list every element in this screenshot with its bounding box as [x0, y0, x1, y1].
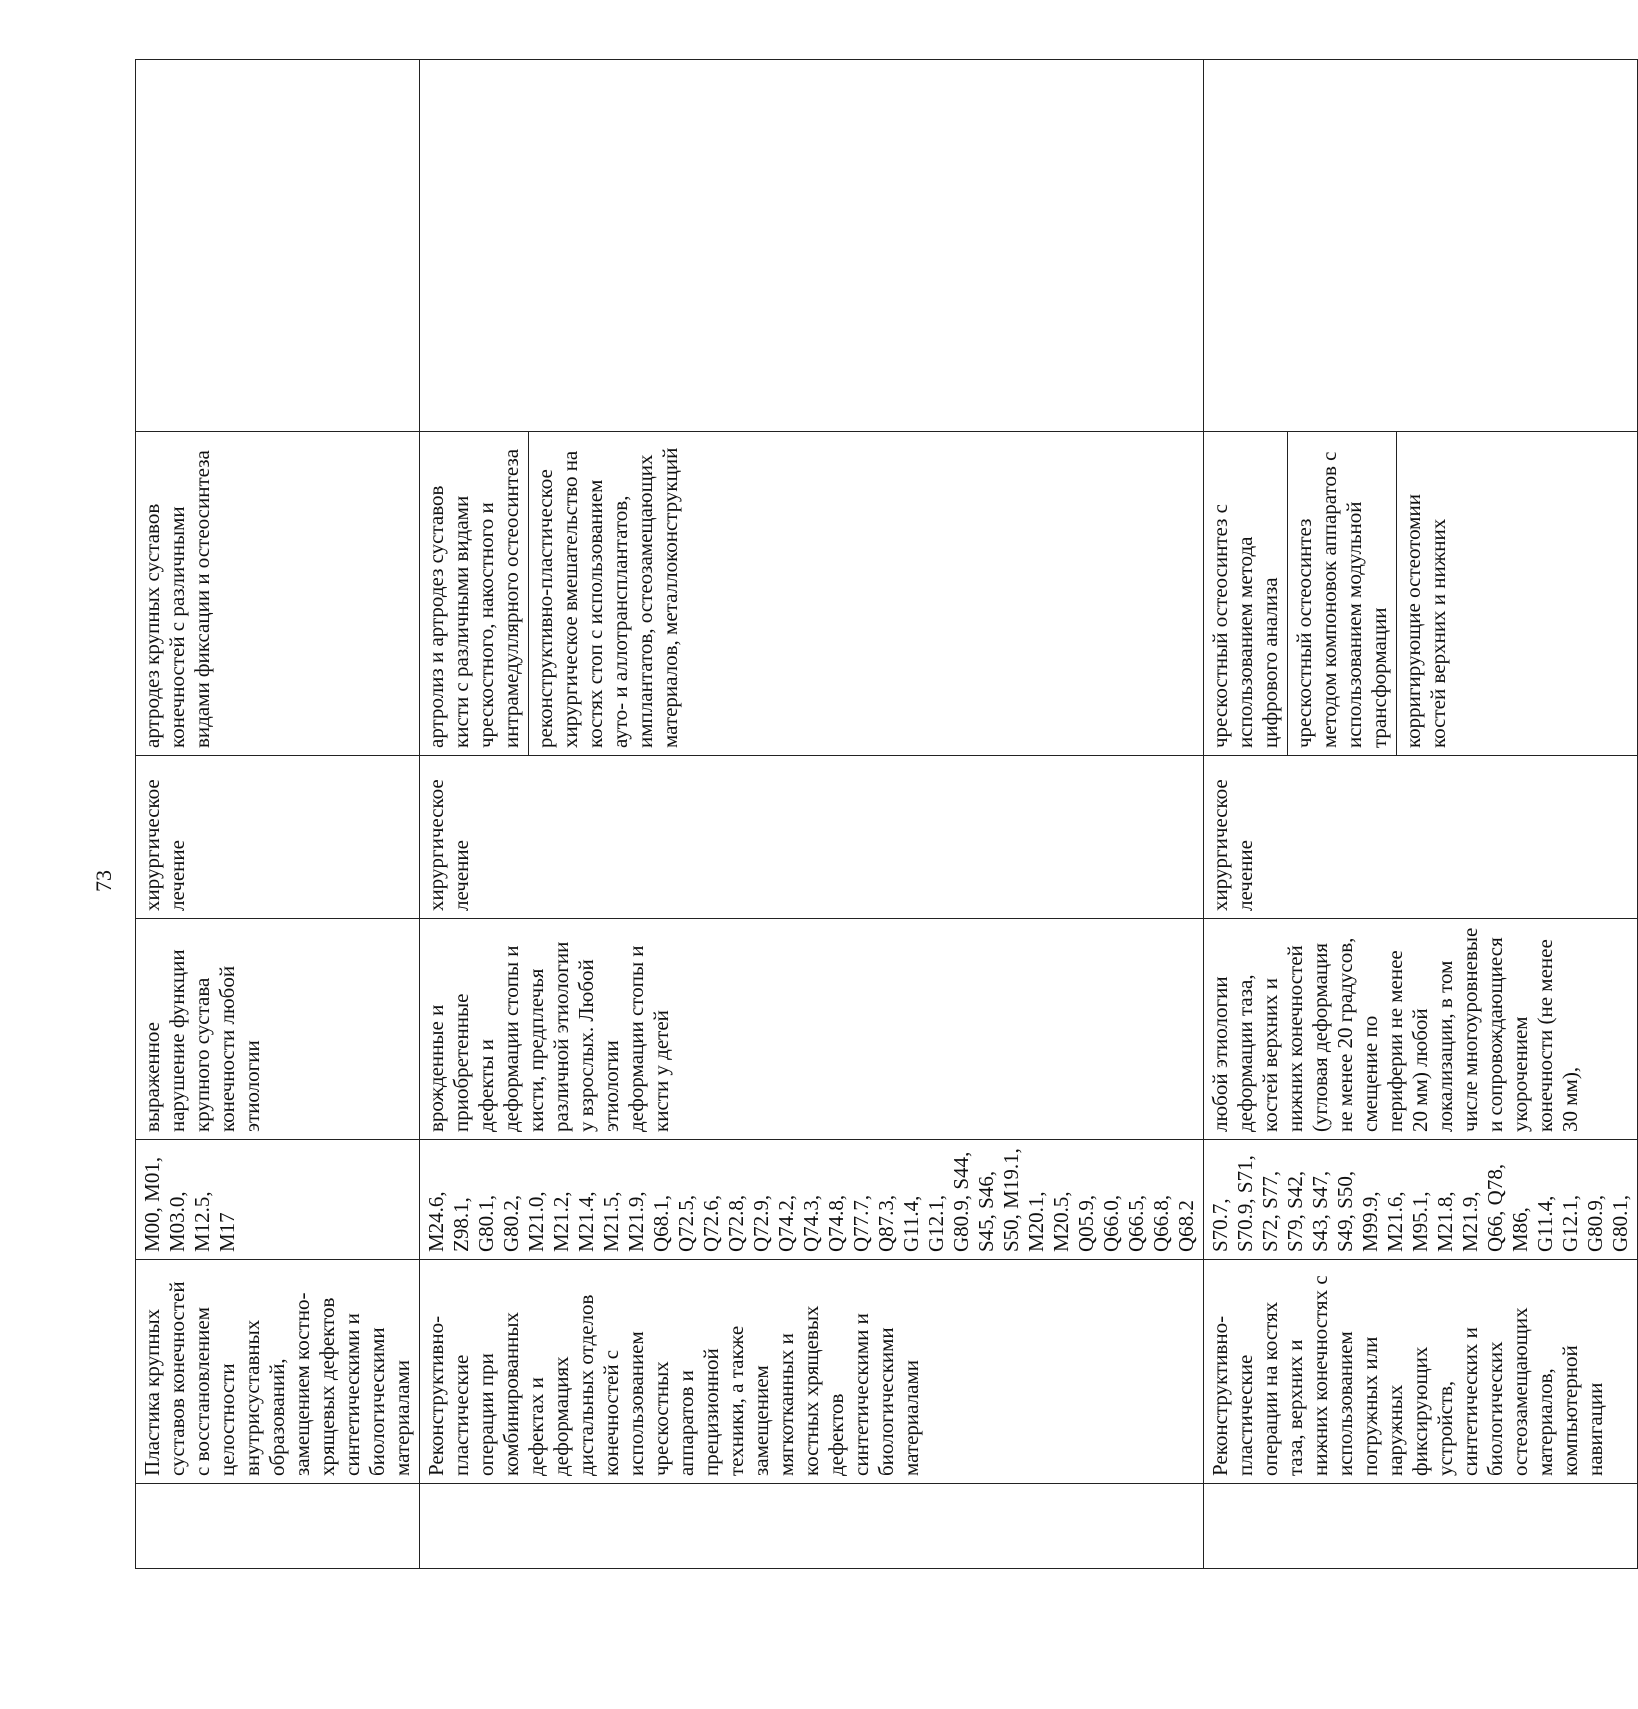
method-item: артродез крупных суставов конечностей с различными видами фиксации и остеосинтеза: [140, 450, 214, 748]
treatment-cell: хирургическое лечение: [136, 756, 420, 919]
method-item: реконструктивно-пластическое хирургическое вмешательство на костях стоп с использованием ауто- и аллотрансплантатов, имплантатов, остеозамещающих материалов, металлоконструкций: [528, 432, 687, 755]
method-item: корригирующие остеотомии костей верхних и нижних: [1396, 432, 1455, 755]
methods-cell: [420, 432, 1204, 756]
name-cell: Реконструктивно-пластические операции при комбинированных дефектах и деформациях дистальных отделов конечностей с использованием чрескостных аппаратов и прецизионной техники, а также замещением мягкотканных и костных хрящевых дефектов синтетическими и биологическими материалами: [420, 1260, 1204, 1484]
method-item: артролиз и артродез суставов кисти с различными видами чрескостного, накостного и интрамедуллярного остеосинтеза: [424, 448, 523, 748]
number-cell: [1204, 1484, 1638, 1569]
model-cell: любой этиологии деформации таза, костей верхних и нижних конечностей (угловая деформация не менее 20 градусов, смещение по периферии не менее 20 мм) любой локализации, в том числе многоуровневые и сопровождающиеся укорочением конечности (не менее 30 мм),: [1204, 919, 1638, 1140]
treatment-cell: хирургическое лечение: [420, 756, 1204, 919]
number-cell: [420, 1484, 1204, 1569]
rotated-table-container: [135, 60, 1632, 1569]
page-number: 73: [91, 870, 116, 892]
table-row: [136, 60, 420, 1569]
method-item: чрескостный остеосинтез методом компоновок аппаратов с использованием модульной трансформации: [1287, 432, 1396, 755]
treatment-table: [135, 59, 1638, 1569]
codes-cell: M00, M01, M03.0, M12.5, M17: [136, 1140, 420, 1260]
methods-cell: [136, 432, 420, 756]
treatment-cell: хирургическое лечение: [1204, 756, 1638, 919]
model-cell: врожденные и приобретенные дефекты и деформации стопы и кисти, предплечья различной этиологии у взрослых. Любой этиологии деформации стопы и кисти у детей: [420, 919, 1204, 1140]
table-row: [1204, 60, 1638, 1569]
model-cell: выраженное нарушение функции крупного сустава конечности любой этиологии: [136, 919, 420, 1140]
name-cell: Реконструктивно-пластические операции на костях таза, верхних и нижних конечностях с использованием погружных или наружных фиксирующих устройств, синтетических и биологических остеозамещающих материалов, компьютерной навигации: [1204, 1260, 1638, 1484]
codes-cell: S70.7, S70.9, S71, S72, S77, S79, S42, S43, S47, S49, S50, M99.9, M21.6, M95.1, M21.8, M21.9, Q66, Q78, M86, G11.4, G12.1, G80.9, G80.1,: [1204, 1140, 1638, 1260]
number-cell: [136, 1484, 420, 1569]
table-row: [420, 60, 1204, 1569]
blank-cell: [420, 60, 1204, 432]
name-cell: Пластика крупных суставов конечностей с восстановлением целостности внутрисуставных образований, замещением костно-хрящевых дефектов синтетическими и биологическими материалами: [136, 1260, 420, 1484]
methods-cell: [1204, 432, 1638, 756]
blank-cell: [1204, 60, 1638, 432]
method-item: чрескостный остеосинтез с использованием метода цифрового анализа: [1208, 503, 1282, 748]
blank-cell: [136, 60, 420, 432]
codes-cell: M24.6, Z98.1, G80.1, G80.2, M21.0, M21.2, M21.4, M21.5, M21.9, Q68.1, Q72.5, Q72.6, Q72.8, Q72.9, Q74.2, Q74.3, Q74.8, Q77.7, Q87.3, G11.4, G12.1, G80.9, S44, S45, S46, S50, M19.1, M20.1, M20.5, Q05.9, Q66.0, Q66.5, Q66.8, Q68.2: [420, 1140, 1204, 1260]
